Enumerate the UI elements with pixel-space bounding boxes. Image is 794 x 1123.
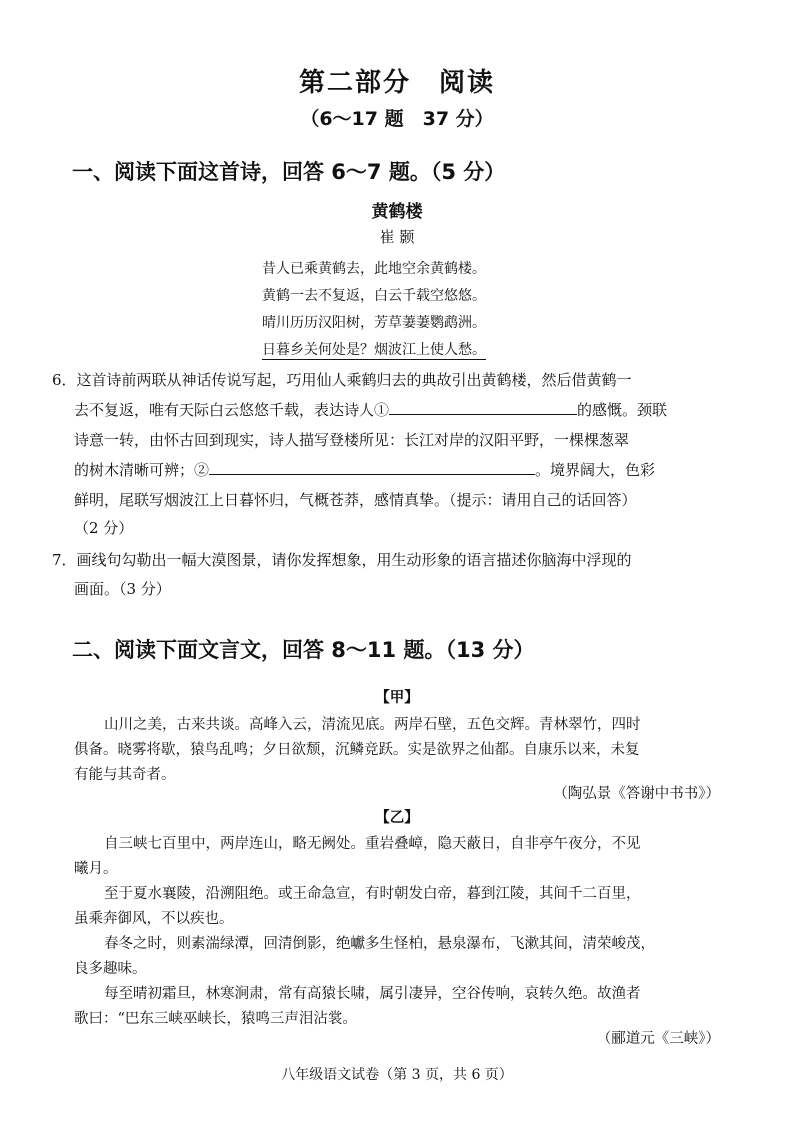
- passage-yi-line: 歌曰：“巴东三峡巫峡长，猿鸣三声泪沾裳。: [74, 1011, 357, 1027]
- passage-jia-line: 山川之美，古来共谈。高峰入云，清流见底。两岸石壁，五色交辉。青林翠竹，四时: [104, 717, 641, 733]
- poem-title: 黄鹤楼: [371, 202, 423, 222]
- title-reading: 阅读: [439, 68, 496, 98]
- passage-yi-source: （郦道元《三峡》）: [596, 1031, 720, 1047]
- passage-jia-source: （陶弘景《答谢中书书》）: [553, 786, 720, 802]
- passage-jia-line: 有能与其奇者。: [74, 767, 176, 783]
- q6-text: 的树木清晰可辨；②: [74, 461, 210, 479]
- poem-line-underlined: [262, 339, 486, 359]
- section2-heading: 二、阅读下面文言文，回答 8～11 题。（13 分）: [72, 638, 535, 662]
- question-6-line: 诗意一转，由怀古回到现实，诗人描写登楼所见：长江对岸的汉阳平野，一棵棵葱翠: [74, 431, 630, 449]
- passage-yi-line: 良多趣味。: [74, 961, 147, 977]
- question-7-line: 画面。（3 分）: [74, 580, 171, 598]
- question-7-line: 7．画线句勾勒出一幅大漠图景，请你发挥想象，用生动形象的语言描述你脑海中浮现的: [52, 551, 632, 569]
- passage-jia-line: 俱备。晓雾将歇，猿鸟乱鸣；夕日欲颓，沉鳞竞跃。实是欲界之仙都。自康乐以来，未复: [74, 742, 640, 758]
- question-6-line: [74, 459, 655, 480]
- poem-line: 昔人已乘黄鹤去，此地空余黄鹤楼。: [262, 261, 486, 277]
- q6-text: 去不复返，唯有天际白云悠悠千载，表达诗人①: [74, 401, 390, 419]
- underlined-poem-line: 日暮乡关何处是？烟波江上使人愁。: [262, 342, 486, 358]
- passage-yi-line: 春冬之时，则素湍绿潭，回清倒影，绝巘多生怪柏，悬泉瀑布，飞漱其间，清荣峻茂，: [104, 936, 655, 952]
- q6-text: 。境界阔大，色彩: [535, 461, 656, 479]
- poem-author: 崔 颢: [379, 228, 415, 246]
- passage-yi-line: 每至晴初霜旦，林寒涧肃，常有高猿长啸，属引凄异，空谷传响，哀转久绝。故渔者: [104, 986, 641, 1002]
- question-6-line: 6．这首诗前两联从神话传说写起，巧用仙人乘鹤归去的典故引出黄鹤楼，然后借黄鹤一: [52, 371, 632, 389]
- question-6-score: （2 分）: [74, 519, 134, 537]
- passage-yi-line: 虽乘奔御风，不以疾也。: [74, 911, 234, 927]
- answer-blank-2[interactable]: [209, 460, 535, 475]
- passage-yi-line: 至于夏水襄陵，沿溯阻绝。或王命急宣，有时朝发白帝，暮到江陵，其间千二百里，: [104, 886, 641, 902]
- q6-text: 的感慨。颈联: [577, 401, 668, 419]
- question-6-line: 鲜明，尾联写烟波江上日暮怀归，气概苍莽，感情真挚。（提示：请用自己的话回答）: [74, 491, 637, 509]
- passage-yi-label: 【乙】: [375, 810, 419, 826]
- poem-line: 黄鹤一去不复返，白云千载空悠悠。: [262, 288, 486, 304]
- answer-blank-1[interactable]: [389, 400, 577, 415]
- page-footer: 八年级语文试卷（第 3 页，共 6 页）: [281, 1067, 513, 1083]
- section1-heading: 一、阅读下面这首诗，回答 6～7 题。（5 分）: [72, 160, 506, 184]
- poem-line: 晴川历历汉阳树，芳草萋萋鹦鹉洲。: [262, 315, 486, 331]
- page-title: [0, 62, 794, 99]
- passage-yi-line: 自三峡七百里中，两岸连山，略无阙处。重岩叠嶂，隐天蔽日，自非亭午夜分，不见: [104, 836, 641, 852]
- question-6-line: [74, 399, 667, 420]
- title-part: 第二部分: [298, 68, 411, 98]
- passage-jia-label: 【甲】: [375, 690, 419, 706]
- page-subtitle: （6～17 题 37 分）: [300, 108, 494, 130]
- passage-yi-line: 曦月。: [74, 861, 118, 877]
